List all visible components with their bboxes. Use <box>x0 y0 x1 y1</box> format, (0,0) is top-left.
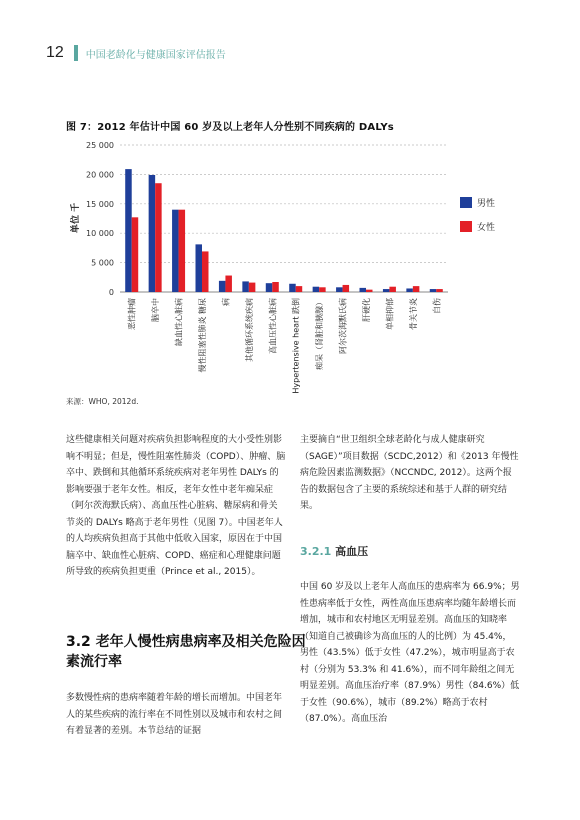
x-tick-label: 痴呆（肾脏和胰腺） <box>315 298 325 370</box>
paragraph-text: 主要摘自“世卫组织全球老龄化与成人健康研究（SAGE）”项目数据（SCDC,2012）和《2013 年慢性病危险因素监测数据》（NCCNDC, 2012）。这两个报告的数据包含了主要的系统综述和基于人群的研究结果。 <box>300 435 519 511</box>
bar-female <box>343 285 350 292</box>
y-tick-label: 15 000 <box>86 199 114 209</box>
section-3-2-1-heading <box>300 543 368 559</box>
bar-male <box>406 288 413 292</box>
right-column-paragraph-2 <box>300 579 520 728</box>
y-tick-label: 20 000 <box>86 170 114 180</box>
bar-male <box>313 287 320 292</box>
bar-female <box>413 286 420 292</box>
legend-swatch <box>460 197 472 208</box>
bar-female <box>319 287 326 292</box>
x-tick-label: 脑卒中 <box>151 298 161 322</box>
bar-male <box>242 281 249 292</box>
bar-female <box>272 282 279 292</box>
x-tick-label: 病 <box>221 298 231 306</box>
bar-male <box>383 289 390 292</box>
bar-female <box>436 289 443 292</box>
y-tick-label: 10 000 <box>86 229 114 239</box>
x-tick-label: 单相抑郁 <box>385 298 395 330</box>
bar-male <box>289 284 296 292</box>
x-tick-label: 阿尔茨海默氏病 <box>338 298 348 354</box>
x-tick-label: Hypertensive heart 跌倒 <box>291 298 301 394</box>
legend-label: 女性 <box>477 223 496 233</box>
paragraph-text: 中国 60 岁及以上老年人高血压的患病率为 66.9%；男性患病率低于女性，两性高血压患病率均随年龄增长而增加，城市和农村地区无明显差别。高血压的知晓率（知道自己被确诊为高血压的人的比例）为 45.4%，男性（43.5%）低于女性（47.2%），城市明显高于农村（分别为 53.3% 和 41.6%），而不同年龄组之间无明显差别。高血压治疗率（87.9%）男性（84.6%）低于女性（90.6%），城市（89.2%）略高于农村（87.0%）。高血压治 <box>300 582 520 724</box>
section-title: 高血压 <box>335 545 369 558</box>
bar-male <box>125 169 132 292</box>
left-column-paragraph-2 <box>66 690 286 740</box>
right-column-paragraph-1 <box>300 432 520 515</box>
section-number: 3.2 <box>66 634 91 650</box>
bar-male <box>360 288 367 292</box>
figure-source: 来源：WHO, 2012d. <box>66 397 139 406</box>
paragraph-text: 这些健康相关问题对疾病负担影响程度的大小受性别影响不明显；但是，慢性阻塞性肺炎（COPD）、肿瘤、脑卒中、跌倒和其他循环系统疾病对老年男性 DALYs 的影响要强于老年女性。相反，老年女性中老年痴呆症（阿尔茨海默氏病）、高血压性心脏病、糖尿病和骨关节炎的 DALYs 略高于老年男性（见图 7）。中国老年人的人均疾病负担高于其他中低收入国家，原因在于中国脑卒中、缺血性心脏病、COPD、癌症和心理健康问题所导致的疾病负担更重（Prince et al., 2015）。 <box>66 435 286 577</box>
bar-female <box>249 283 256 292</box>
section-3-2-heading <box>66 632 306 672</box>
legend-label: 男性 <box>477 199 496 209</box>
bar-male <box>336 287 343 292</box>
x-tick-label: 骨关节炎 <box>408 298 418 330</box>
bar-female <box>389 287 396 292</box>
y-axis-label: 单位 千 <box>71 202 81 234</box>
x-tick-label: 高血压性心脏病 <box>268 298 278 354</box>
x-tick-label: 慢性阻塞性肺炎 糖尿 <box>198 298 207 373</box>
bar-female <box>225 276 232 292</box>
bar-male <box>149 175 156 292</box>
paragraph-text: 多数慢性病的患病率随着年龄的增长而增加。中国老年人的某些疾病的流行率在不同性别以及城市和农村之间有着显著的差别。本节总结的证据 <box>66 693 283 736</box>
section-number: 3.2.1 <box>300 545 332 558</box>
x-tick-label: 恶性肿瘤 <box>127 298 137 330</box>
bar-male <box>430 289 437 292</box>
bar-female <box>366 290 373 292</box>
x-tick-label: 自伤 <box>432 298 442 314</box>
bar-female <box>132 217 139 292</box>
x-tick-label: 其他循环系统疾病 <box>244 298 254 362</box>
dalys-bar-chart <box>0 0 580 400</box>
y-tick-label: 0 <box>108 288 114 297</box>
bar-male <box>266 283 273 292</box>
legend-swatch <box>460 221 472 232</box>
y-tick-label: 25 000 <box>86 141 114 150</box>
running-title: 中国老龄化与健康国家评估报告 <box>85 49 226 61</box>
figure-title: 图 7：2012 年估计中国 60 岁及以上老年人分性别不同疾病的 DALYs <box>66 122 394 133</box>
x-tick-label: 肝硬化 <box>362 298 371 322</box>
bar-male <box>172 210 179 292</box>
bar-female <box>179 210 186 292</box>
x-tick-label: 缺血性心脏病 <box>174 298 184 346</box>
bar-female <box>202 251 209 292</box>
bar-male <box>219 281 226 292</box>
bar-male <box>196 244 203 292</box>
section-title: 老年人慢性病患病率及相关危险因素流行率 <box>66 634 306 670</box>
left-column-paragraph-1 <box>66 432 286 581</box>
y-tick-label: 5 000 <box>91 258 114 268</box>
bar-female <box>296 286 303 292</box>
page-number: 12 <box>46 44 64 61</box>
bar-female <box>155 183 162 292</box>
